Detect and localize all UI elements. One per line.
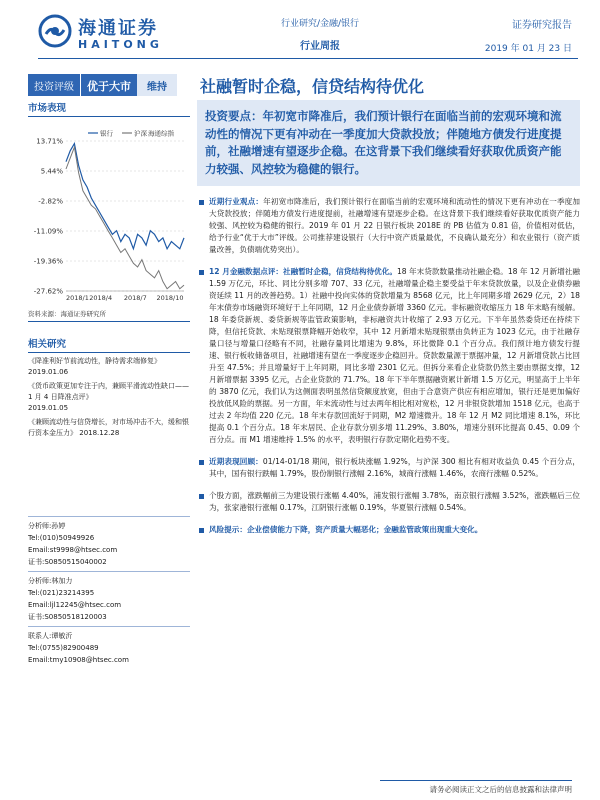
chart-x-tick-label: 2018/10 <box>156 294 184 302</box>
chart-y-tick-label: -19.36% <box>33 257 63 266</box>
analyst-email[interactable]: Email:tmy10908@htsec.com <box>28 656 129 664</box>
related-item[interactable] <box>28 417 190 439</box>
investment-summary: 投资要点：年初宽市降准后，我们预计银行在面临当前的宏观环境和流动性的情况下更有冲动在一季度加大贷款投放；伴随地方债发行进度提前，社融增速有望逐步企稳。在这背景下我们继续看好获取优质资产能力较强、风控较为稳健的银行。 <box>197 100 580 186</box>
footer-divider <box>380 780 572 781</box>
logo-chinese: 海通证券 <box>78 18 158 39</box>
chart-series-line-1 <box>66 147 184 289</box>
chart-y-tick-label: -2.82% <box>38 197 63 206</box>
bullet-industry-view <box>197 196 580 256</box>
bullet-body: 年初宽市降准后，我们预计银行在面临当前的宏观环境和流动性的情况下更有冲动在一季度加大贷款投放；伴随地方债发行进度提前，社融增速有望逐步企稳。在这背景下我们继续看好获取优质资产能力较强、风控较为稳健的银行。2019 年 01 月 22 日银行板块 2018E 的 PB 估值为 0.81 倍，价值相对低估，给予行业“优于大市”评级。公司推荐建设银行（大行中资产质量最优，不良确认最充分）和农业银行（资产质量改善，负债端优势突出）。 <box>209 197 580 254</box>
analyst-tel: Tel:(010)50949926 <box>28 534 95 542</box>
market-chart-svg <box>28 123 190 303</box>
chart-x-tick-label: 2018/4 <box>89 294 113 302</box>
haitong-logo-icon <box>38 14 72 48</box>
bullet-marker-icon <box>199 270 204 275</box>
chart-y-tick-label: 13.71% <box>36 137 63 146</box>
analyst-cert: 证书:S0850515040002 <box>28 558 107 566</box>
analyst-list <box>28 516 190 669</box>
bullet-performance <box>197 456 580 480</box>
bullet-body: 个股方面，涨跌幅前三为建设银行涨幅 4.40%，浦发银行涨幅 3.78%，南京银行涨幅 3.52%，涨跌幅后三位为，张家港银行涨幅 0.17%，江阴银行涨幅 0.19%，华夏银行涨幅 0.54%。 <box>209 491 580 512</box>
related-item[interactable] <box>28 356 190 378</box>
report-category: 行业研究/金融/银行 <box>280 19 360 29</box>
analyst-name: 联系人:谭敏沂 <box>28 632 73 640</box>
rating-label: 投资评级 <box>28 74 80 96</box>
bullet-body: 企业偿债能力下降，资产质量大幅恶化；金融监管政策出现重大变化。 <box>246 525 483 534</box>
related-item-text: 《降准利好节前流动性，静待需求端修复》 <box>28 357 161 365</box>
bullet-risk <box>197 524 580 536</box>
rating-value: 优于大市 <box>80 74 137 96</box>
chart-source: 资料来源：海通证券研究所 <box>28 309 190 322</box>
chart-legend-label: 沪深 <box>134 129 147 138</box>
left-sidebar <box>28 100 190 439</box>
bullet-marker-icon <box>199 200 204 205</box>
page-footer: 请务必阅读正文之后的信息披露和法律声明 <box>429 785 572 794</box>
related-item-text: 《兼顾流动性与信贷增长，对市场冲击不大，缓和银行资本金压力》 <box>28 418 189 437</box>
analyst-name: 分析师:林加力 <box>28 577 73 585</box>
bullet-marker-icon <box>199 460 204 465</box>
chart-y-tick-label: -27.62% <box>33 287 63 296</box>
header-category-block <box>265 16 375 52</box>
analyst-card <box>28 516 190 568</box>
chart-x-tick-label: 2018/1 <box>66 294 89 302</box>
analyst-email[interactable]: Email:ljl12245@htsec.com <box>28 601 122 609</box>
report-type: 行业周报 <box>300 41 340 52</box>
related-item-date: 2019.01.05 <box>28 404 69 412</box>
bullet-financial-data <box>197 266 580 446</box>
chart-x-tick-label: 2018/7 <box>123 294 147 302</box>
analyst-cert: 证书:S0850518120003 <box>28 613 107 621</box>
related-section-title: 相关研究 <box>28 336 190 353</box>
company-logo <box>38 14 188 56</box>
bullet-stocks <box>197 490 580 514</box>
bullet-marker-icon <box>199 528 204 533</box>
report-label: 证券研究报告 <box>512 20 572 31</box>
related-list <box>28 356 190 439</box>
analyst-card <box>28 571 190 623</box>
bullet-head: 12 月金融数据点评：社融暂时企稳，信贷结构待优化。 <box>209 267 397 276</box>
chart-series-line-0 <box>66 144 184 249</box>
related-item[interactable] <box>28 381 190 414</box>
analyst-tel: Tel:(021)23214395 <box>28 589 95 597</box>
header-divider <box>38 58 578 59</box>
bullet-body: 01/14-01/18 期间，银行板块涨幅 1.92%，与沪深 300 相比有相对收益负 0.45 个百分点，其中，国有银行跌幅 1.79%，股份制银行涨幅 2.16%，城商行涨幅 1.46%，农商行涨幅 0.52%。 <box>209 457 581 478</box>
chart-y-tick-label: -11.09% <box>33 227 63 236</box>
bullet-marker-icon <box>199 494 204 499</box>
rating-bar <box>28 74 177 96</box>
chart-legend-label: 银行 <box>100 129 113 138</box>
bullet-head: 近期行业观点： <box>209 197 264 206</box>
related-item-date: 2019.01.06 <box>28 368 69 376</box>
market-chart <box>28 123 190 303</box>
rating-change: 维持 <box>137 74 177 96</box>
report-date: 2019 年 01 月 23 日 <box>484 44 572 54</box>
report-header <box>0 0 600 62</box>
related-item-text: 《货币政策更加专注于内，兼顾平滑流动性缺口——1 月 4 日降准点评》 <box>28 382 189 401</box>
analyst-email[interactable]: Email:st9998@htsec.com <box>28 546 118 554</box>
logo-english: HAITONG <box>78 38 163 51</box>
analyst-card <box>28 626 190 666</box>
bullet-head: 风险提示： <box>209 525 247 534</box>
related-item-date: 2018.12.28 <box>79 429 120 437</box>
bullet-head: 近期表现回顾： <box>209 457 263 466</box>
bullet-body: 18 年末贷款数量推动社融企稳。18 年 12 月新增社融 1.59 万亿元，环比、同比分别多增 707、33 亿元，社融增量企稳主要受益于年末贷款放量，以及企业债券融资延续 11 月的改善趋势。1）社融中投向实体的贷款增量为 8568 亿元，比上年同期多增 2629 亿元，2）18 年末债券市场融资环境好于上年同期，12 月企业债券新增 3360 亿元。非标融资收缩压力 18 年末略有缓解。18 年委贷新规、委贷新规等监管政策影响，非标融资共计收缩了 2.93 万亿元。下半年虽然委贷还在持续下降，但信托贷款、未贴现银票降幅开始收窄，其中 12 月新增未贴现银票由负转正为 1023 亿元，由于社融存量口径与增量口径略有不同，社融存量同比增速为 9.8%，环比微降 0.1 个百分点。我们预计地方债发行提速、银行板收储备项目，社融增速有望在一季度逐步企稳回升。贷款数量源于票据冲量，12 月新增贷款占比回升至 47.5%；并且增量好于上年同期，同比多增 2301 亿元。但拆分来看企业贷款仍然主要由票据支撑，12 月新增票据 3395 亿元，占企业贷款的 71.7%。18 年下半年票据融资累计新增 1.5 万亿元，明显高于上半年的 3870 亿元，我们认为这侧面表明虽然信贷额度放宽，但由于合意资产供应有相应增加，银行还是更加偏好投放低风险的票据。另一方面，年末流动性与过去两年相比相对宽松，12 月非银贷款增加 1518 亿元，也高于过去 2 年均值 220 亿元。18 年末存款回流好于同期，M2 增速微升。18 年 12 月 M2 同比增速 8.1%，环比提高 0.1 个百分点。18 年末居民、企业存款分别多增 11.29%、3.80%，增速分别环比提高 0.45、0.09 个百分点。而 M1 增速维持 1.5% 的水平，表明银行存款定期化趋势不变。 <box>209 267 580 444</box>
analyst-name: 分析师:孙婷 <box>28 522 66 530</box>
header-right-block <box>485 16 572 54</box>
chart-legend-label: 海通综指 <box>148 129 174 138</box>
chart-y-tick-label: 5.44% <box>40 167 63 176</box>
page-title: 社融暂时企稳，信贷结构待优化 <box>200 77 425 96</box>
market-section-title: 市场表现 <box>28 100 190 117</box>
analyst-tel: Tel:(0755)82900489 <box>28 644 99 652</box>
main-content <box>197 100 580 536</box>
